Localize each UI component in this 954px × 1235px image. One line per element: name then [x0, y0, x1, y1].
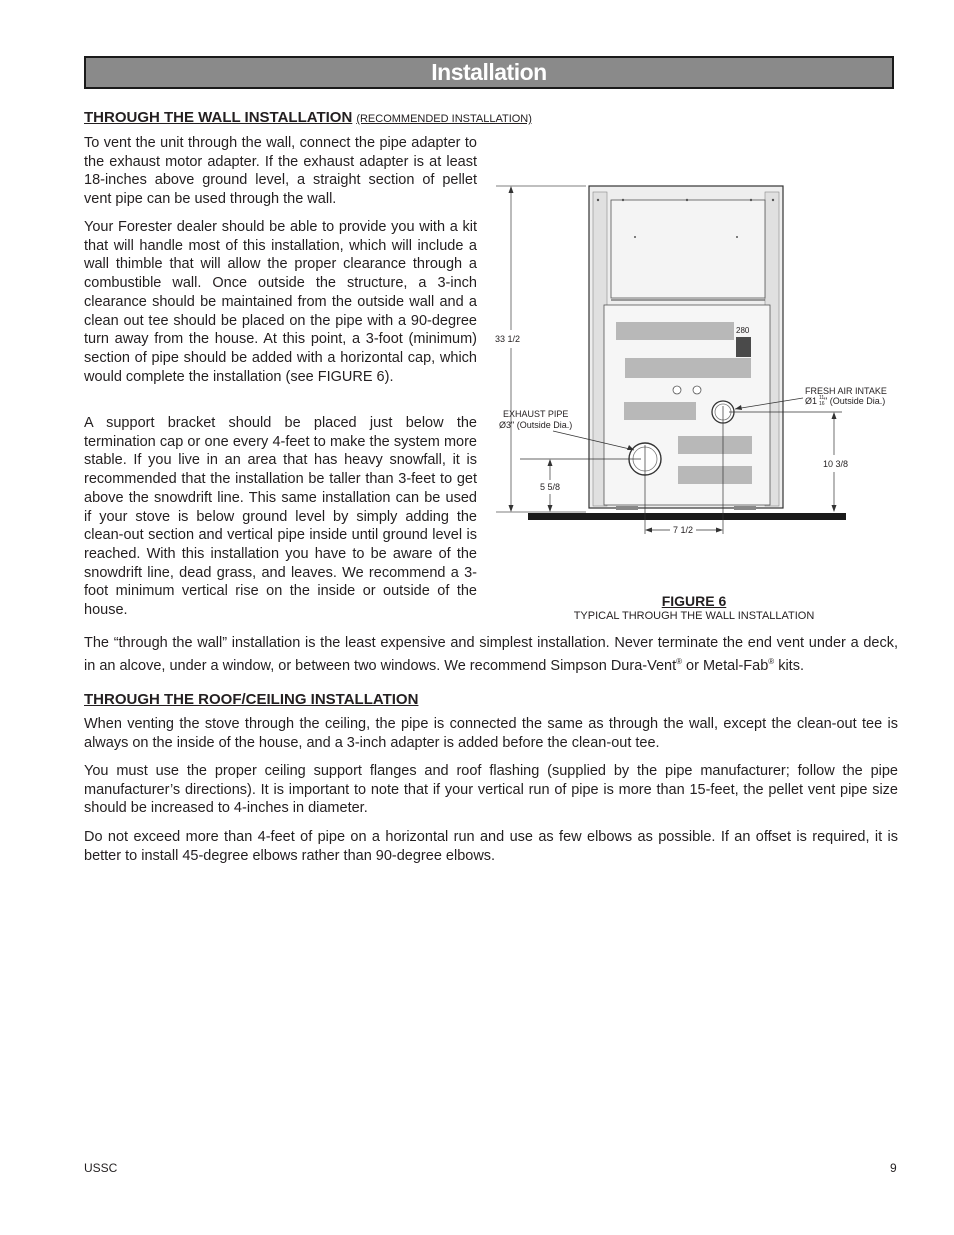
- wall-closing-paragraph: [84, 634, 898, 675]
- floor-line: [528, 513, 846, 520]
- section-banner: [84, 56, 894, 89]
- exhaust-diameter-label: Ø3" (Outside Dia.): [499, 420, 573, 430]
- wall-subheading: (RECOMMENDED INSTALLATION): [356, 113, 532, 125]
- intake-fraction-numerator: 11: [819, 395, 825, 401]
- figure-caption: TYPICAL THROUGH THE WALL INSTALLATION: [573, 610, 815, 622]
- registered-mark: ®: [676, 656, 683, 666]
- roof-paragraph-1: When venting the stove through the ceiling, the pipe is connected the same as through the wall, except the clean-out tee is always on the inside of the house, and a 3-inch adapter is added before the clean-out tee.: [84, 716, 898, 751]
- stove-back-view: [589, 186, 783, 510]
- figure-6-diagram: [480, 178, 887, 543]
- exhaust-height-label: 5 5/8: [540, 482, 561, 492]
- wall-section-heading: [84, 109, 532, 126]
- roof-paragraph-3: Do not exceed more than 4-feet of pipe on a horizontal run and use as few elbows as possible. If an offset is required, it is better to install 45-degree elbows rather than 90-degree elbows.: [84, 829, 898, 864]
- intake-fraction-denominator: 16: [819, 401, 825, 407]
- spacing-label: 7 1/2: [673, 525, 694, 535]
- figure-title: FIGURE 6: [661, 593, 727, 609]
- closing-text-middle: or Metal-Fab: [682, 657, 769, 674]
- intake-height-label: 10 3/8: [823, 459, 849, 469]
- roof-paragraph-2: You must use the proper ceiling support flanges and roof flashing (supplied by the pipe manufacturer; follow the pipe manufacturer’s directions). It is important to note that if your vertical run of pipe is more than 15-feet, the pellet vent pipe size should be increased to 4-inches in diameter.: [84, 763, 898, 817]
- wall-paragraph-3: A support bracket should be placed just below the termination cap or one every 4-feet to make the system more stable. If you live in an area that has heavy snowfall, it is recommended that the installation be taller than 3-feet to get above the snowdrift line. This same installation can be used if your stove is below ground level by simply adding the clean-out section and vertical pipe inside until ground level is reached. With this installation you have to be aware of the snowdrift line, dead grass, and leaves. We recommend a 3-foot minimum vertical rise on the inside or outside of the house.: [84, 415, 477, 619]
- intake-diameter-prefix: Ø1: [805, 396, 818, 406]
- registered-mark: ®: [768, 656, 775, 666]
- wall-paragraph-2: Your Forester dealer should be able to provide you with a kit that will handle most of this installation, which will include a wall thimble that will allow the proper clearance through a combustible wall. Once outside the structure, a 3-inch clearance should be maintained from the outside wall and a clean out tee should be placed on the pipe with a 90-degree turn away from the house. At this point, a 3-foot (minimum) section of pipe should be added with a horizontal cap, which would complete the installation (see FIGURE 6).: [84, 219, 477, 385]
- exhaust-pipe-label: EXHAUST PIPE: [503, 409, 569, 419]
- closing-text-end: kits.: [774, 657, 804, 674]
- wall-heading-text: THROUGH THE WALL INSTALLATION: [84, 109, 353, 126]
- wall-paragraph-1: To vent the unit through the wall, connect the pipe adapter to the exhaust motor adapter. If the exhaust adapter is at least 18-inches above ground level, a straight section of pellet vent pipe can be used through the wall.: [84, 135, 477, 208]
- closing-text-start: The “through the wall” installation is the least expensive and simplest installation. Never terminate the end vent under a deck, in an alcove, under a window, or between two windows. We recommend Simpson Dura-Vent: [84, 635, 898, 674]
- page-title: Installation: [431, 59, 547, 85]
- intake-diameter-suffix: " (Outside Dia.): [824, 396, 886, 406]
- page-number: 9: [890, 1161, 897, 1175]
- footer-company: USSC: [84, 1161, 118, 1175]
- intake-label: FRESH AIR INTAKE: [805, 386, 887, 396]
- panel-mark-text: 280: [736, 326, 750, 335]
- roof-section-heading: THROUGH THE ROOF/CEILING INSTALLATION: [84, 691, 419, 708]
- height-dimension-label: 33 1/2: [495, 334, 521, 344]
